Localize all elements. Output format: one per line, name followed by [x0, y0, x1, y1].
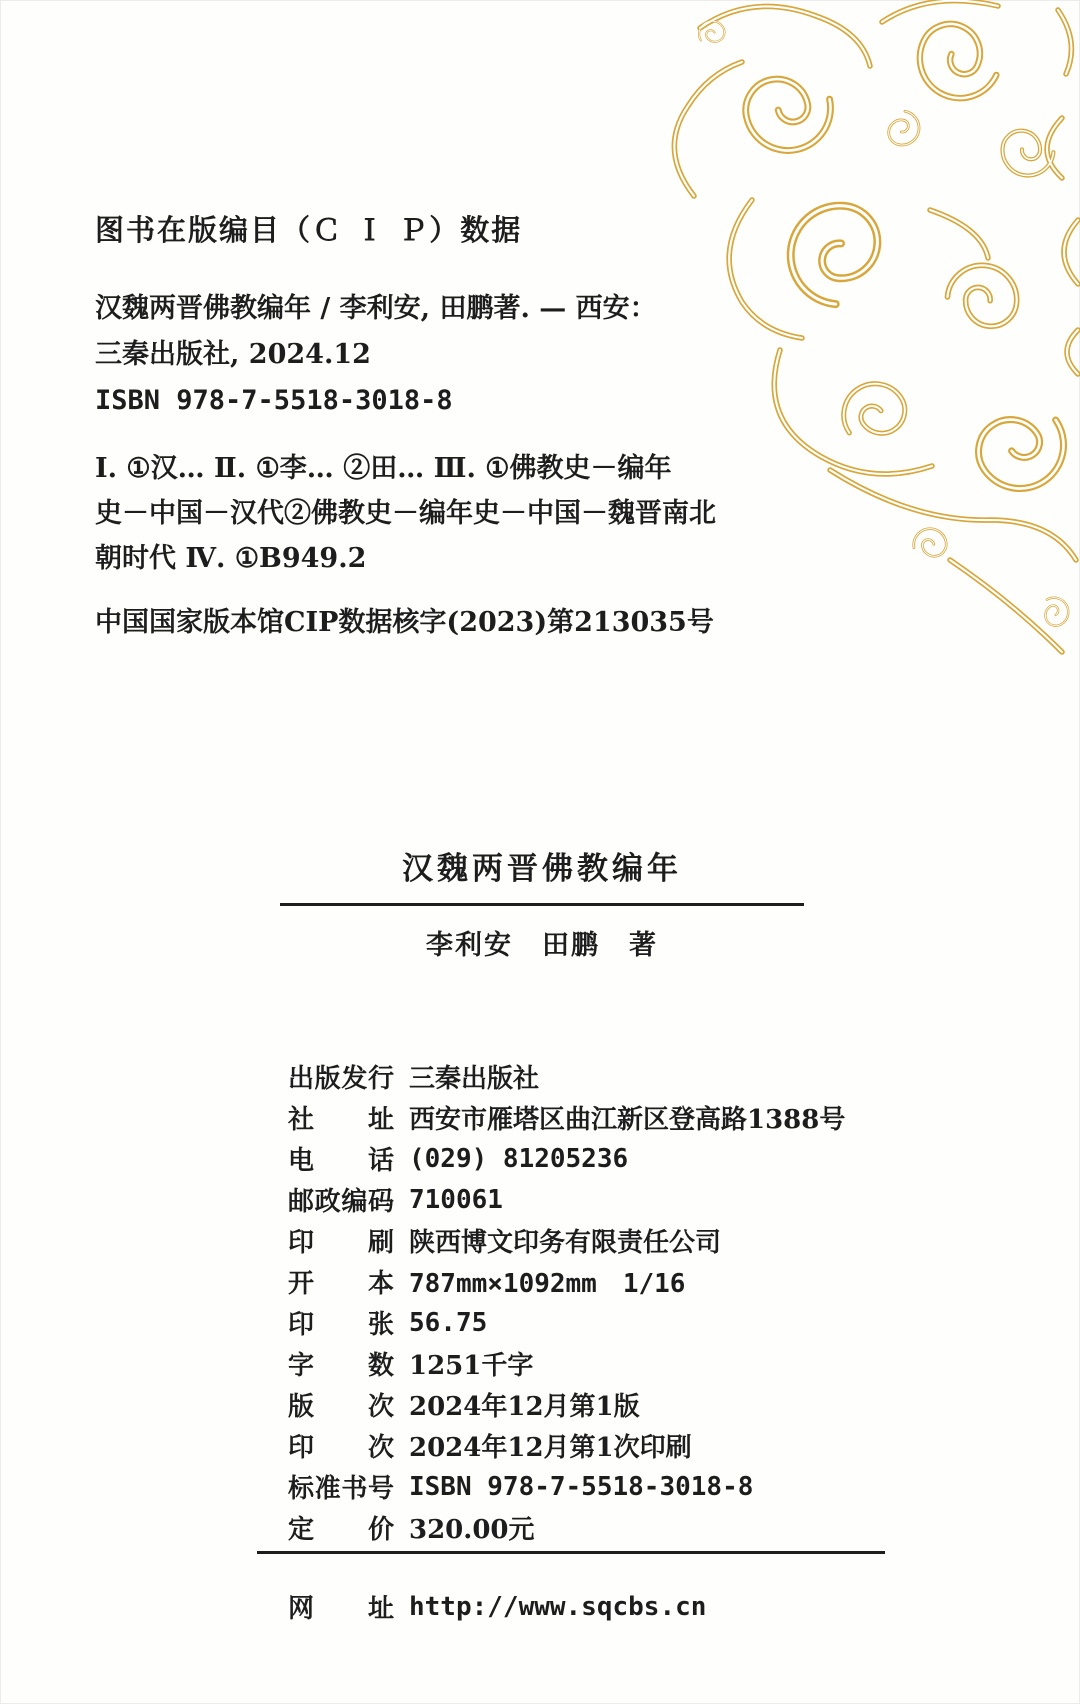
colophon-label: 版次 [288, 1392, 394, 1422]
classification-line-1: Ⅰ. ①汉… Ⅱ. ①李… ②田… Ⅲ. ①佛教史－编年 [95, 453, 672, 484]
colophon-value: 787mm×1092mm 1/16 [409, 1269, 686, 1299]
colophon-label: 标准书号 [288, 1474, 394, 1504]
authors-line: 李利安 田鹏 著 [426, 930, 658, 961]
colophon-value: 320.00元 [409, 1515, 535, 1545]
biblio-line-1: 汉魏两晋佛教编年 / 李利安, 田鹏著. — 西安： [95, 293, 657, 324]
colophon-row-phone [288, 1138, 845, 1179]
colophon-table [288, 1056, 845, 1548]
bibliographic-description [95, 286, 657, 424]
colophon-row-address [288, 1097, 845, 1138]
colophon-value: 陕西博文印务有限责任公司 [409, 1228, 722, 1258]
colophon-value: 56.75 [409, 1307, 488, 1338]
colophon-row-wordcount [288, 1343, 845, 1384]
colophon-label: 邮政编码 [288, 1187, 394, 1217]
colophon-value: 西安市雁塔区曲江新区登高路1388号 [409, 1105, 846, 1135]
cip-heading: 图书在版编目（Ｃ Ｉ Ｐ）数据 [95, 213, 523, 247]
colophon-label: 字数 [288, 1351, 394, 1381]
title-divider [280, 903, 804, 906]
colophon-row-edition [288, 1384, 845, 1425]
colophon-label: 出版发行 [288, 1064, 394, 1094]
colophon-value: 2024年12月第1版 [409, 1392, 640, 1422]
subject-classification [95, 446, 716, 581]
biblio-isbn-line: ISBN 978-7-5518-3018-8 [95, 385, 453, 416]
colophon-value: 2024年12月第1次印刷 [409, 1433, 692, 1463]
colophon-row-publisher [288, 1056, 845, 1097]
colophon-value: 710061 [409, 1184, 503, 1215]
colophon-row-postcode [288, 1179, 845, 1220]
colophon-row-format [288, 1261, 845, 1302]
colophon-row-sheets [288, 1302, 845, 1343]
website-row [288, 1586, 706, 1627]
cip-record-number: 中国国家版本馆CIP数据核字(2023)第213035号 [95, 607, 714, 638]
colophon-row-impression [288, 1425, 845, 1466]
website-url: http://www.sqcbs.cn [409, 1591, 707, 1622]
colophon-label: 开本 [288, 1269, 394, 1299]
colophon-value: 1251千字 [409, 1351, 534, 1381]
colophon-value: (029) 81205236 [409, 1143, 629, 1174]
footer-divider [257, 1551, 885, 1554]
biblio-line-2: 三秦出版社, 2024.12 [95, 339, 371, 370]
colophon-value: 三秦出版社 [409, 1064, 540, 1094]
classification-line-2: 史－中国－汉代②佛教史－编年史－中国－魏晋南北 [95, 498, 716, 529]
colophon-label: 电话 [288, 1146, 394, 1176]
title-block [280, 843, 804, 962]
colophon-label: 印次 [288, 1433, 394, 1463]
colophon-row-price [288, 1507, 845, 1548]
colophon-row-printer [288, 1220, 845, 1261]
colophon-label: 印刷 [288, 1228, 394, 1258]
website-label: 网址 [288, 1594, 394, 1624]
colophon-label: 印张 [288, 1310, 394, 1340]
colophon-label: 社址 [288, 1105, 394, 1135]
book-title: 汉魏两晋佛教编年 [402, 851, 682, 887]
colophon-row-isbn [288, 1466, 845, 1507]
classification-line-3: 朝时代 Ⅳ. ①B949.2 [95, 543, 367, 574]
colophon-value: ISBN 978-7-5518-3018-8 [409, 1471, 754, 1502]
colophon-label: 定价 [288, 1515, 394, 1545]
